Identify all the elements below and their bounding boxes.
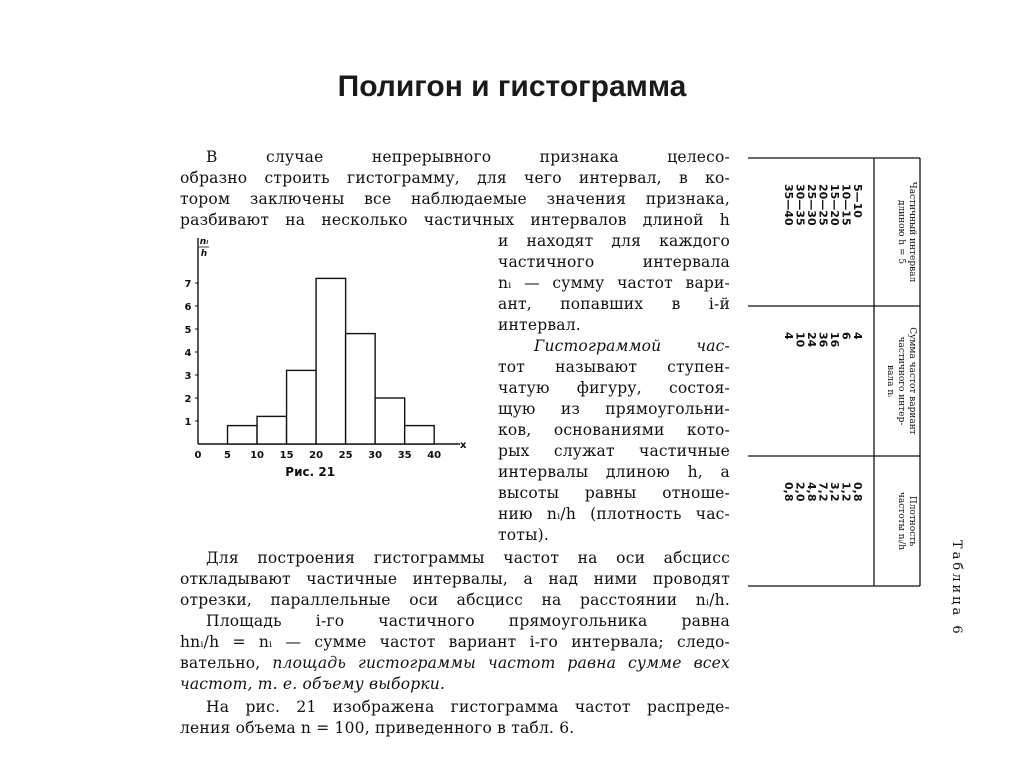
x-tick-label: 35 — [397, 450, 412, 461]
paragraph-line: рых служат частичные — [498, 442, 730, 460]
histogram-bar — [346, 334, 376, 444]
paragraph-line: В случае непрерывного признака целесо- — [206, 148, 730, 166]
paragraph-line: высоты равны отноше- — [498, 484, 730, 502]
paragraph-line: интервалы длиною h, а — [498, 463, 730, 481]
histogram-bar — [375, 398, 405, 444]
paragraph-line: отрезки, параллельные оси абсцисс на расстоянии nᵢ/h. — [180, 591, 730, 609]
table-cell: 7,2 — [816, 482, 830, 502]
paragraph-line: чатую фигуру, состоя- — [498, 379, 730, 397]
x-tick-label: 40 — [427, 450, 442, 461]
x-tick-label: 25 — [338, 450, 353, 461]
x-tick-label: 5 — [224, 450, 232, 461]
table-header-text: длиною h = 5 — [896, 199, 906, 265]
x-tick-label: 0 — [194, 450, 202, 461]
italic-text: площадь гистограммы частот равна сумме всех — [272, 654, 730, 672]
histogram-bar — [228, 426, 258, 444]
y-tick-label: 2 — [184, 394, 192, 405]
paragraph-line: ков, основаниями кото- — [498, 421, 730, 439]
table-cell: 16 — [828, 332, 841, 348]
table-cell: 3,2 — [828, 482, 841, 502]
paragraph-line: hnᵢ/h = nᵢ — сумме частот вариант i-го интервала; следо- — [180, 633, 730, 651]
histogram-figure — [176, 226, 486, 492]
paragraph-line: образно строить гистограмму, для чего интервал, в ко- — [180, 169, 730, 187]
paragraph-line: откладывают частичные интервалы, а над ними проводят — [180, 570, 730, 588]
table-header-text: частоты nᵢ/h — [896, 491, 906, 551]
y-tick-label: 7 — [184, 279, 192, 290]
table-cell: 0,8 — [851, 482, 864, 502]
plain-text: вательно, — [180, 654, 273, 672]
paragraph-line: частот, т. е. объему выборки. — [180, 675, 446, 693]
y-tick-label: 4 — [184, 348, 192, 359]
table-cell: 30—35 — [793, 184, 807, 226]
paragraph-line: щую из прямоугольни- — [498, 400, 730, 418]
y-tick-label: 3 — [184, 371, 192, 382]
table-header-text: Частичный интервал — [907, 181, 917, 283]
paragraph-line: нию nᵢ/h (плотность час- — [498, 505, 730, 523]
table-caption — [935, 540, 965, 650]
table-cell: 4 — [851, 332, 864, 340]
table-cell: 10—15 — [839, 184, 853, 226]
paragraph-line: Площадь i-го частичного прямоугольника равна — [206, 612, 730, 630]
y-tick-label: 5 — [184, 325, 192, 336]
table-cell: 4 — [782, 332, 795, 340]
paragraph-line: частичного интервала — [498, 253, 730, 271]
histogram-bar — [287, 370, 317, 444]
paragraph-line: Гистограммой час- — [534, 337, 730, 355]
table-caption-text: Таблица 6 — [949, 540, 964, 637]
table-header-text: Плотность — [907, 495, 917, 547]
table-6 — [746, 156, 922, 588]
x-tick-label: 15 — [279, 450, 294, 461]
x-tick-label: 30 — [368, 450, 383, 461]
paragraph-line: тором заключены все наблюдаемые значения признака, — [180, 190, 730, 208]
y-tick-label: 1 — [184, 417, 192, 428]
y-tick-label: 6 — [184, 302, 192, 313]
table-cell: 20—25 — [816, 184, 830, 226]
paragraph-line: тот называют ступен- — [498, 358, 730, 376]
table-header-text: вала nᵢ — [885, 365, 895, 397]
table-cell: 1,2 — [839, 482, 853, 502]
table-header-text: частичного интер- — [896, 336, 906, 426]
table-cell: 5—10 — [851, 184, 864, 218]
paragraph-line: разбивают на несколько частичных интервалов длиной h — [180, 211, 730, 229]
table-cell: 15—20 — [828, 184, 841, 226]
table-cell: 2,0 — [793, 482, 807, 502]
table-cell: 0,8 — [782, 482, 795, 502]
table-cell: 35—40 — [782, 184, 795, 226]
table-cell: 25—30 — [805, 184, 818, 226]
paragraph-line: тоты). — [498, 526, 549, 544]
paragraph-line: ления объема n = 100, приведенного в табл. 6. — [180, 719, 575, 737]
paragraph-line: Для построения гистограммы частот на оси абсцисс — [206, 549, 730, 567]
y-axis-label-top: nᵢ — [199, 237, 209, 247]
table-cell: 24 — [805, 332, 818, 348]
paragraph-line: На рис. 21 изображена гистограмма частот распреде- — [206, 698, 730, 716]
figure-label: Рис. 21 — [285, 465, 336, 479]
table-cell: 36 — [816, 332, 830, 348]
x-tick-label: 20 — [309, 450, 324, 461]
table-header-text: Сумма частот вариант — [907, 327, 917, 435]
x-tick-label: 10 — [250, 450, 265, 461]
histogram-bar — [257, 416, 287, 444]
x-axis-label: x — [460, 440, 467, 451]
paragraph-line: интервал. — [498, 316, 581, 334]
histogram-bar — [405, 426, 435, 444]
y-axis-label-bottom: h — [200, 249, 208, 259]
paragraph-line: ант, попавших в i-й — [498, 295, 730, 313]
paragraph-line — [180, 653, 730, 674]
table-cell: 10 — [793, 332, 807, 348]
slide-title: Полигон и гистограмма — [337, 70, 687, 103]
paragraph-line: и находят для каждого — [498, 232, 730, 250]
paragraph-line: nᵢ — сумму частот вари- — [498, 274, 730, 292]
table-cell: 6 — [839, 332, 853, 340]
table-cell: 4,8 — [805, 482, 818, 502]
histogram-bar — [316, 278, 346, 444]
